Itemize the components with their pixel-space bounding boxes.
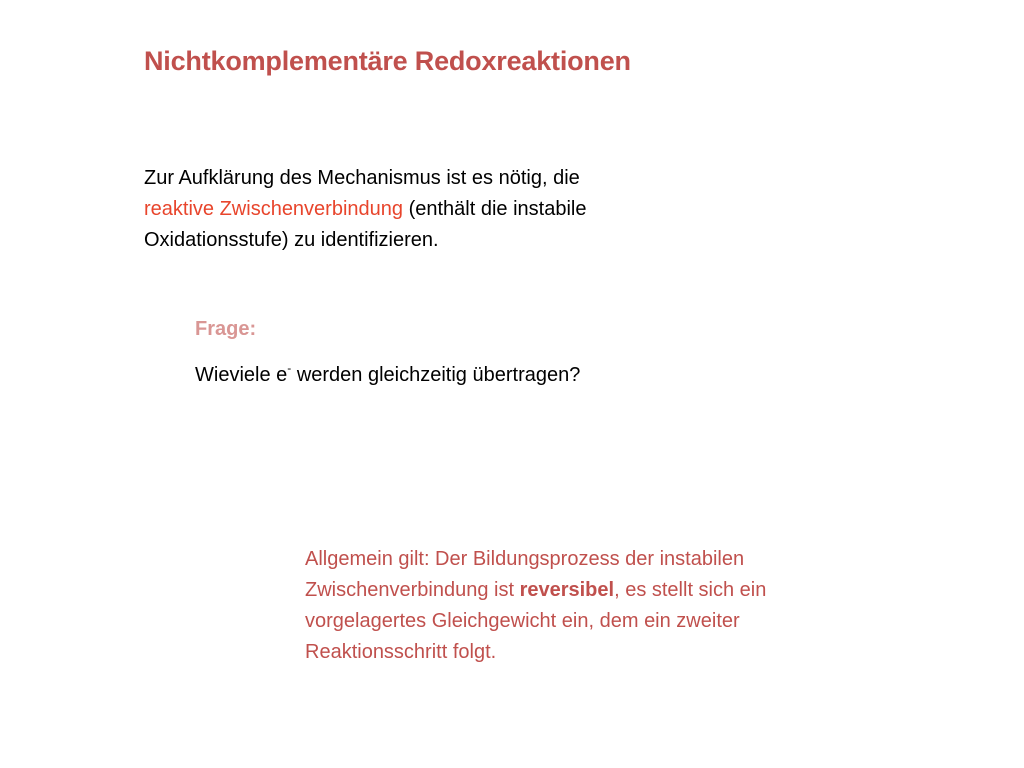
note-line-2 [305,575,885,606]
note-line-2-after: , es stellt sich ein [614,579,767,601]
reactive-intermediate-highlight: reaktive Zwischenverbindung [144,198,404,220]
note-line-1: Allgemein gilt: Der Bildungsprozess der instabilen [305,548,745,570]
general-rule-note [305,544,885,668]
intro-line-2-rest: (enthält die instabile [403,198,587,220]
electron-charge-superscript: - [287,361,292,375]
note-line-2-before: Zwischenverbindung ist [305,579,520,601]
intro-line-2 [144,194,704,225]
note-line-4: Reaktionsschritt folgt. [305,641,497,663]
question-text [195,361,581,387]
question-label: Frage: [195,318,257,340]
slide-title: Nichtkomplementäre Redoxreaktionen [144,46,631,76]
intro-line-1: Zur Aufklärung des Mechanismus ist es nötig, die [144,167,580,189]
question-text-before: Wieviele e [195,364,288,386]
question-text-after: werden gleichzeitig übertragen? [291,364,581,386]
note-line-3: vorgelagertes Gleichgewicht ein, dem ein zweiter [305,610,740,632]
intro-line-3: Oxidationsstufe) zu identifizieren. [144,229,439,251]
intro-paragraph [144,163,704,256]
reversible-emphasis: reversibel [519,579,615,601]
